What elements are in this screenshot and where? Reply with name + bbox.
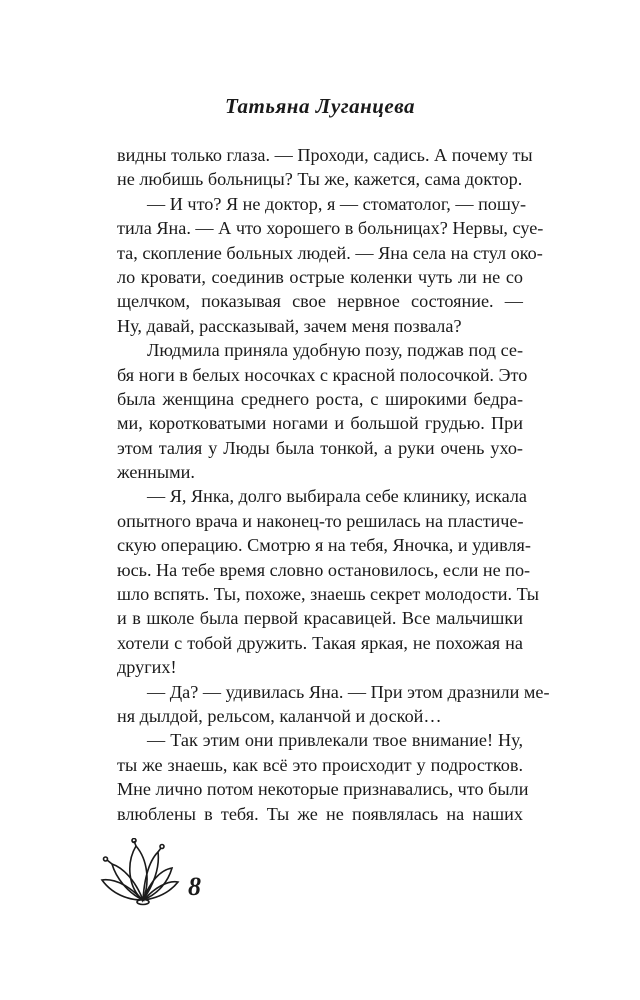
- text-line: влюблены в тебя. Ты же не появлялась на наших: [117, 803, 523, 824]
- text-line: — Да? — удивилась Яна. — При этом дразнили ме-: [147, 681, 550, 702]
- text-line: — Так этим они привлекали твое внимание! Ну,: [147, 730, 523, 751]
- text-line: опытного врача и наконец-то решилась на пластиче-: [117, 510, 524, 531]
- text-line: других!: [117, 657, 177, 678]
- text-line: бя ноги в белых носочках с красной полосочкой. Это: [117, 364, 528, 385]
- body-text: [117, 143, 550, 826]
- text-line: и в школе была первой красавицей. Все мальчишки: [117, 608, 523, 629]
- text-line: ло кровати, соединив острые коленки чуть ли не со: [117, 266, 523, 287]
- text-line: Ну, давай, рассказывай, зачем меня позвала?: [117, 315, 462, 336]
- text-line: — Я, Янка, долго выбирала себе клинику, искала: [147, 486, 527, 507]
- text-line: хотели с тобой дружить. Такая яркая, не похожая на: [117, 632, 523, 653]
- text-line: — И что? Я не доктор, я — стоматолог, — пошу-: [147, 193, 527, 214]
- text-line: скую операцию. Смотрю я на тебя, Яночка, и удивля-: [117, 535, 531, 556]
- text-line: Мне лично потом некоторые признавались, что были: [117, 779, 529, 800]
- text-line: юсь. На тебе время словно остановилось, если не по-: [117, 559, 531, 580]
- text-line: видны только глаза. — Проходи, садись. А почему ты: [117, 145, 533, 165]
- text-line: щелчком, показывая свое нервное состояние. —: [117, 291, 523, 312]
- text-line: ми, коротковатыми ногами и большой грудью. При: [117, 413, 523, 434]
- running-header-author: Татьяна Луганцева: [224, 94, 415, 118]
- text-line: тила Яна. — А что хорошего в больницах? Нервы, суе-: [117, 218, 544, 239]
- text-line: ты же знаешь, как всё это происходит у подростков.: [117, 754, 523, 775]
- text-line: женными.: [117, 462, 195, 483]
- text-line: не любишь больницы? Ты же, кажется, сама доктор.: [117, 169, 523, 190]
- text-line: была женщина среднего роста, с широкими бедра-: [117, 388, 523, 409]
- page-number: 8: [188, 872, 201, 901]
- text-line: Людмила приняла удобную позу, поджав под се-: [147, 340, 523, 361]
- lotus-flower-icon: [98, 838, 188, 910]
- text-line: ня дылдой, рельсом, каланчой и доской…: [117, 705, 442, 726]
- text-line: этом талия у Люды была тонкой, а руки очень ухо-: [117, 437, 523, 458]
- text-line: шло вспять. Ты, похоже, знаешь секрет молодости. Ты: [117, 584, 539, 605]
- text-line: та, скопление больных людей. — Яна села на стул око-: [117, 242, 543, 263]
